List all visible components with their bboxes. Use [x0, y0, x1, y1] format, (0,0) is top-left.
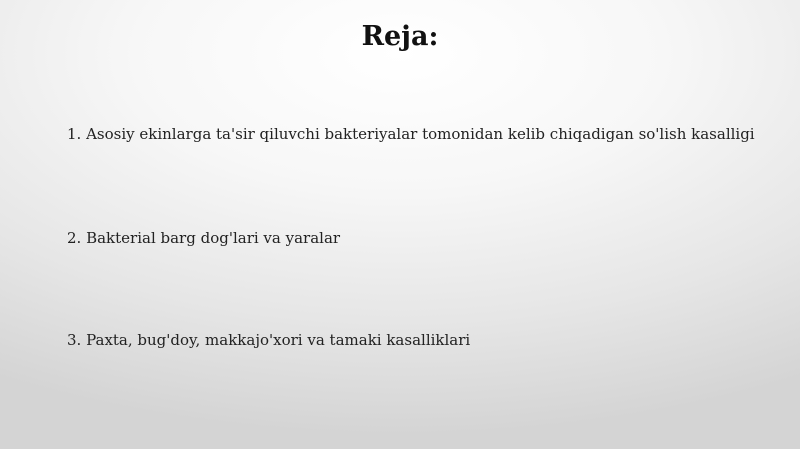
agenda-item-3: 3. Paxta, bug'doy, makkajo'xori va tamaki kasalliklari	[67, 331, 471, 349]
slide-title: Reja:	[361, 21, 439, 52]
agenda-item-2: 2. Bakterial barg dog'lari va yaralar	[67, 229, 341, 247]
agenda-item-1: 1. Asosiy ekinlarga ta'sir qiluvchi bakteriyalar tomonidan kelib chiqadigan so'lish kasalligi	[67, 125, 755, 143]
